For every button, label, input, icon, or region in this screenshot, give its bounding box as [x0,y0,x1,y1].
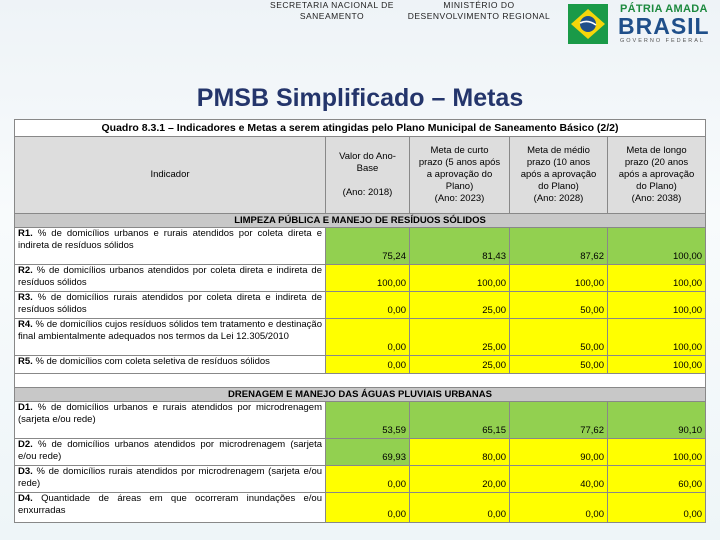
table-row [15,466,706,493]
table-row [15,228,706,265]
indicator-code: D2. [18,439,33,450]
value-cell: 0,00 [326,292,410,319]
table-row [15,319,706,356]
header-right-line1: MINISTÉRIO DO [443,0,515,10]
value-cell: 25,00 [410,319,510,356]
logo-governo-federal: GOVERNO FEDERAL [620,38,706,44]
table-row [15,402,706,439]
section-gap [15,374,706,388]
value-cell: 50,00 [510,319,608,356]
value-cell: 0,00 [326,466,410,493]
indicator-code: R4. [18,319,33,330]
indicator-cell [15,319,326,356]
value-cell: 75,24 [326,228,410,265]
indicator-cell [15,402,326,439]
value-cell: 53,59 [326,402,410,439]
indicator-text: % de domicílios com coleta seletiva de resíduos sólidos [35,356,270,367]
value-cell: 0,00 [326,319,410,356]
indicator-code: R1. [18,228,33,239]
value-cell: 80,00 [410,439,510,466]
indicator-text: % de domicílios urbanos e rurais atendidos por coleta direta e indireta de resíduos sólidos [18,228,323,251]
indicator-cell [15,466,326,493]
value-cell: 0,00 [326,493,410,523]
value-cell: 81,43 [410,228,510,265]
value-cell: 0,00 [410,493,510,523]
table-row [15,265,706,292]
brazil-flag-icon [568,4,608,44]
indicator-code: D3. [18,466,33,477]
value-cell: 65,15 [410,402,510,439]
indicator-cell [15,265,326,292]
indicator-text: Quantidade de áreas em que ocorreram inundações e/ou enxurradas [18,493,322,516]
indicator-code: D4. [18,493,33,504]
value-cell: 100,00 [326,265,410,292]
header-indicador: Indicador [15,137,326,214]
value-cell: 100,00 [410,265,510,292]
value-cell: 100,00 [608,228,706,265]
table-row [15,292,706,319]
indicator-cell [15,292,326,319]
logo-line1: PÁTRIA AMADA [620,3,708,15]
value-cell: 100,00 [608,292,706,319]
header-left-line2: SANEAMENTO [299,11,365,21]
value-cell: 40,00 [510,466,608,493]
table-row [15,493,706,523]
indicator-text: % de domicílios urbanos atendidos por microdrenagem (sarjeta e/ou rede) [18,439,323,462]
value-cell: 100,00 [510,265,608,292]
header-secretaria [262,0,402,22]
table-caption: Quadro 8.3.1 – Indicadores e Metas a serem atingidas pelo Plano Municipal de Saneamento Básico (2/2) [15,120,706,137]
indicator-cell [15,356,326,374]
indicator-text: % de domicílios rurais atendidos por coleta direta e indireta de resíduos sólidos [18,292,323,315]
value-cell: 25,00 [410,356,510,374]
indicator-code: R5. [18,356,33,367]
value-cell: 100,00 [608,265,706,292]
value-cell: 50,00 [510,356,608,374]
metas-table [14,119,706,523]
value-cell: 0,00 [510,493,608,523]
value-cell: 90,10 [608,402,706,439]
value-cell: 25,00 [410,292,510,319]
indicator-code: R3. [18,292,33,303]
table-row [15,439,706,466]
header-left-line1: SECRETARIA NACIONAL DE [270,0,394,10]
logo-brasil: BRASIL [618,13,710,39]
header-right-line2: DESENVOLVIMENTO REGIONAL [407,11,551,21]
header-medio: Meta de médio prazo (10 anos após a aprovação do Plano) (Ano: 2028) [510,137,608,214]
value-cell: 50,00 [510,292,608,319]
indicator-cell [15,228,326,265]
table-row [15,356,706,374]
indicator-text: % de domicílios rurais atendidos por microdrenagem (sarjeta e/ou rede) [18,466,323,489]
section-title: DRENAGEM E MANEJO DAS ÁGUAS PLUVIAIS URBANAS [15,388,706,402]
page-title: PMSB Simplificado – Metas [196,84,524,112]
value-cell: 100,00 [608,356,706,374]
indicator-code: D1. [18,402,33,413]
value-cell: 100,00 [608,439,706,466]
indicator-cell [15,493,326,523]
value-cell: 20,00 [410,466,510,493]
indicator-cell [15,439,326,466]
indicator-text: % de domicílios urbanos atendidos por coleta direta e indireta de resíduos sólidos [18,265,323,288]
indicator-code: R2. [18,265,33,276]
value-cell: 87,62 [510,228,608,265]
value-cell: 100,00 [608,319,706,356]
section-title: LIMPEZA PÚBLICA E MANEJO DE RESÍDUOS SÓLIDOS [15,214,706,228]
value-cell: 0,00 [608,493,706,523]
header-ministerio [404,0,554,22]
indicator-text: % de domicílios cujos resíduos sólidos tem tratamento e destinação final ambientalmente adequados nos termos da Lei 12.305/2010 [18,319,322,342]
header-curto: Meta de curto prazo (5 anos após a aprovação do Plano) (Ano: 2023) [410,137,510,214]
header-base: Valor do Ano- Base (Ano: 2018) [326,137,410,214]
indicator-text: % de domicílios urbanos e rurais atendidos por microdrenagem (sarjeta e/ou rede) [18,402,323,425]
value-cell: 60,00 [608,466,706,493]
value-cell: 69,93 [326,439,410,466]
value-cell: 90,00 [510,439,608,466]
header-longo: Meta de longo prazo (20 anos após a aprovação do Plano) (Ano: 2038) [608,137,706,214]
value-cell: 0,00 [326,356,410,374]
value-cell: 77,62 [510,402,608,439]
